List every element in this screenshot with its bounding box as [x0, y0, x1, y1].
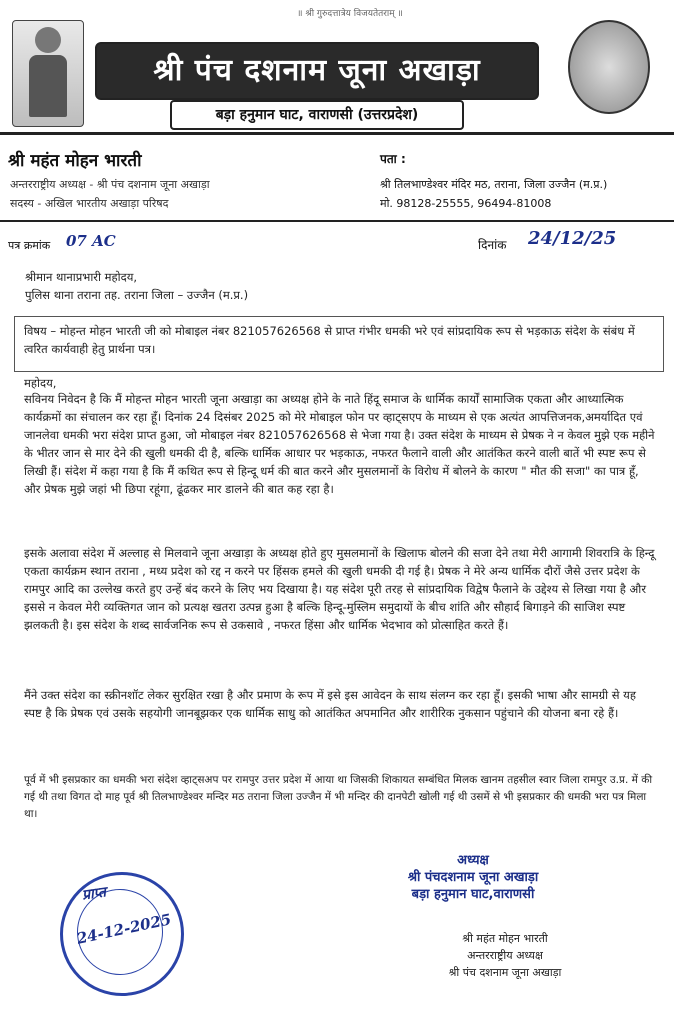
letterhead-bottom-divider: [0, 220, 674, 222]
salutation: महोदय,: [24, 376, 57, 390]
received-date: 24-12-2025: [75, 910, 173, 948]
recipient: [25, 268, 248, 304]
header-divider: [0, 132, 674, 135]
signature-stamp: [388, 852, 558, 903]
recipient-line-2: पुलिस थाना तराना तह. तराना जिला – उज्जैन (म.प्र.): [25, 288, 249, 302]
signature-role: अध्यक्ष: [457, 853, 489, 868]
signatory-org: श्री पंच दशनाम जूना अखाड़ा: [448, 966, 562, 979]
paragraph-3: मैंने उक्त संदेश का स्क्रीनशॉट लेकर सुरक्षित रखा है और प्रमाण के रूप में इसे इस आवेदन के साथ संलग्न कर रहा हूँ। इसकी भाषा और सामग्री से यह स्पष्ट है कि प्रेषक एवं उसके सहयोगी जानबूझकर एक धार्मिक साधु को आतंकित अपमानित और शारीरिक नुकसान पहुंचाने की योजना बना रहे हैं।: [24, 688, 636, 720]
stamp-place: बड़ा हनुमान घाट,वाराणसी: [411, 887, 535, 902]
akhara-emblem: [568, 20, 650, 114]
paragraph-1: सविनय निवेदन है कि मैं मोहन्त मोहन भारती जूना अखाड़ा का अध्यक्ष होने के नाते हिंदू समाज के धार्मिक कार्यों सामाजिक एकता और आध्यात्मिक कार्यक्रमों का संचालन कर रहा हूँ। दिनांक 24 दिसंबर 2025 को मेरे मोबाइल फोन पर व्हाट्सएप के माध्यम से एक अत्यंत आपत्तिजनक,अमर्यादित एवं जानलेवा धमकी भरा संदेश प्राप्त हुआ, जो मोबाइल नंबर 821057626568 से भेजा गया है। उक्त संदेश के माध्यम से प्रेषक ने न केवल मुझे एक महीने के भीतर जान से मार देने की खुली धमकी दी है, बल्कि धार्मिक आधार पर भड़काऊ, नफरत फैलाने वाली और आतंकित करने वाली बातें भी स्पष्ट रूप से लिखी हैं। संदेश में कहा गया है कि मैं कथित रूप से हिन्दू धर्म की बात करने और मुसलमानों के विरोध में बोलने के कारण " मौत की सजा" का पात्र हूँ, और प्रेषक मुझे जहां भी छिपा रहूंगा, ढूंढकर मार डालने की बात कह रहा है।: [24, 392, 655, 496]
deity-head-shape: [35, 27, 61, 53]
title-line-1: अन्तरराष्ट्रीय अध्यक्ष - श्री पंच दशनाम जूना अखाड़ा: [10, 178, 210, 191]
recipient-line-1: श्रीमान थानाप्रभारी महोदय,: [25, 270, 138, 284]
date-label: दिनांक: [478, 238, 507, 252]
stamp-org: श्री पंचदशनाम जूना अखाड़ा: [407, 870, 539, 885]
received-mark: प्राप्त: [81, 884, 107, 904]
address-label: पता :: [380, 152, 406, 166]
date-value: 24/12/25: [528, 228, 617, 249]
letter-number: 07 AC: [66, 232, 116, 250]
letterhead-motto: ॥ श्री गुरुदत्तात्रेय विजयतेतराम् ॥: [297, 9, 403, 19]
title-line-2: सदस्य - अखिल भारतीय अखाड़ा परिषद: [10, 197, 169, 210]
paragraph-2: इसके अलावा संदेश में अल्लाह से मिलवाने जूना अखाड़ा के अध्यक्ष होते हुए मुसलमानों के खिलाफ बोलने की सजा देने तथा मेरी आगामी शिवरात्रि के हिन्दू एकता कार्यक्रम स्थान तराना , मध्य प्रदेश को रद्द न करने पर हिंसक हमले की खुली धमकी दी गई है। प्रेषक ने मेरे अन्य धार्मिक दौरों जैसे उत्तर प्रदेश के रामपुर आदि का उल्लेख करते हुए उन्हें बंद करने के लिए भय दिखाया है। यह संदेश पूरी तरह से सांप्रदायिक विद्वेष फैलाने के उद्देश्य से लिखा गया है और इससे न केवल मेरी व्यक्तिगत जान को प्रत्यक्ष खतरा उत्पन्न हुआ है बल्कि हिन्दू-मुस्लिम समुदायों के बीच शांति और सौहार्द बिगाड़ने की साजिश स्पष्ट झलकती है। इस संदेश के शब्द सार्वजनिक रूप से उकसावे , नफरत हिंसा और धार्मिक भेदभाव को प्रोत्साहित करते हैं।: [24, 546, 655, 632]
mahant-name: श्री महंत मोहन भारती: [8, 151, 142, 171]
letter-number-label: पत्र क्रमांक: [8, 239, 51, 252]
mahant-titles: [10, 175, 210, 213]
subject: विषय – मोहन्त मोहन भारती जी को मोबाइल नंबर 821057626568 से प्राप्त गंभीर धमकी भरे एवं सांप्रदायिक रूप से भड़काऊ संदेश के संबंध में त्वरित कार्यवाही हेतु प्रार्थना पत्र।: [24, 324, 635, 356]
address-line-2: मो. 98128-25555, 96494-81008: [380, 197, 552, 210]
deity-image: [12, 20, 84, 127]
signatory-name: श्री महंत मोहन भारती: [462, 932, 548, 945]
signatory-designation: अन्तरराष्ट्रीय अध्यक्ष: [467, 949, 543, 962]
address-block: [380, 175, 607, 213]
address-line-1: श्री तिलभाण्डेश्वर मंदिर मठ, तराना, जिला उज्जैन (म.प्र.): [380, 178, 608, 191]
location-bar: बड़ा हनुमान घाट, वाराणसी (उत्तरप्रदेश): [170, 100, 464, 130]
paragraph-4: पूर्व में भी इसप्रकार का धमकी भरा संदेश व्हाट्सअप पर रामपुर उत्तर प्रदेश में आया था जिसकी शिकायत सम्बंधित मिलक खानम तहसील स्वार जिला रामपुर उ.प्र. में की गई थी तथा विगत दो माह पूर्व श्री तिलभाण्डेश्वर मन्दिर मठ तराना जिला उज्जैन में भी मन्दिर की दानपेटी खोली गई थी उसमें से भी इसप्रकार की धमकी भरा पत्र मिला था।: [24, 774, 653, 820]
org-name-banner: श्री पंच दशनाम जूना अखाड़ा: [95, 42, 539, 100]
signatory-block: [430, 930, 580, 981]
deity-body-shape: [29, 55, 67, 117]
